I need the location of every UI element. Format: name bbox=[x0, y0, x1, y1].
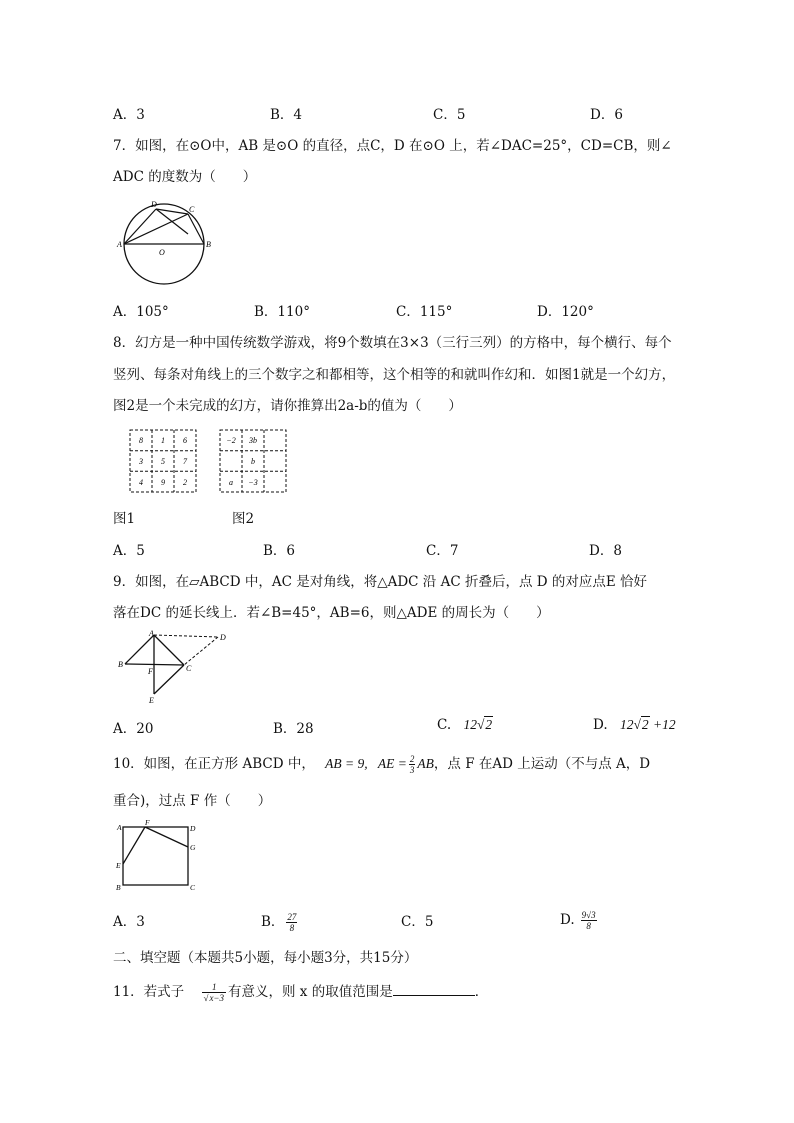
q10-label-b: B bbox=[116, 883, 121, 892]
magic-square-1-cell: 2 bbox=[183, 478, 187, 487]
q10-option-d: D. $\frac{9√3}{8}$ bbox=[560, 910, 596, 931]
q8-text-line3: 图2是一个未完成的幻方，请你推算出2a-b的值为（ ） bbox=[113, 398, 462, 414]
q7-circle-figure bbox=[112, 198, 217, 292]
q8-text-line1: 8．幻方是一种中国传统数学游戏，将9个数填在3×3（三行三列）的方格中，每个横行、每个 bbox=[113, 335, 672, 351]
q9-parallelogram-figure bbox=[114, 627, 229, 711]
q6-option-b: B．4 bbox=[270, 107, 303, 123]
q6-option-c: C．5 bbox=[433, 107, 466, 123]
magic-square-2-cell: 3b bbox=[249, 436, 257, 445]
q10-eq-ab: AB = 9, bbox=[325, 756, 368, 771]
q8-option-d: D．8 bbox=[589, 543, 622, 559]
q10-label-c: C bbox=[190, 883, 196, 892]
q9-option-c-math: 12√2 bbox=[463, 717, 493, 732]
q8-option-b: B．6 bbox=[263, 543, 296, 559]
magic-square-2-cell: a bbox=[229, 478, 233, 487]
q10-label-d: D bbox=[190, 824, 196, 833]
q11-answer-blank[interactable] bbox=[393, 983, 475, 996]
q6-option-a: A．3 bbox=[113, 107, 145, 123]
q11-text: 11．若式子 $\frac{1}{√x-3}$ 有意义，则 x 的取值范围是 ． bbox=[113, 982, 489, 1003]
q10-text-line1: 10．如图，在正方形 ABCD 中， AB = 9, AE = $\frac{2}{3}$ AB，点 F 在AD 上运动（不与点 A，D bbox=[113, 754, 651, 776]
q7-option-b: B．110° bbox=[254, 304, 310, 320]
q7-option-c: C．115° bbox=[396, 304, 453, 320]
q7-option-a: A．105° bbox=[113, 304, 169, 320]
q9-label-d: D bbox=[220, 633, 226, 642]
q9-label-c: C bbox=[186, 664, 192, 673]
magic-square-caption-2: 图2 bbox=[232, 511, 255, 527]
q9-text-line2: 落在DC 的延长线上．若∠B=45°，AB=6，则△ADE 的周长为（ ） bbox=[113, 605, 550, 621]
q9-label-b: B bbox=[118, 660, 123, 669]
q10-option-c: C．5 bbox=[401, 914, 434, 930]
q7-label-d: D bbox=[151, 200, 157, 209]
q10-square-figure bbox=[113, 818, 203, 896]
q7-label-o: O bbox=[159, 248, 165, 257]
q9-option-d-math: 12√2 +12 bbox=[619, 717, 676, 732]
magic-square-1-cell: 1 bbox=[161, 436, 165, 445]
q7-text-line2: ADC 的度数为（ ） bbox=[113, 169, 257, 185]
q7-text-line1: 7．如图，在⊙O中，AB 是⊙O 的直径，点C，D 在⊙O 上，若∠DAC=25°，CD=CB，则∠ bbox=[113, 138, 672, 154]
q10-label-e: E bbox=[116, 861, 121, 870]
q11-fraction: $\frac{1}{√x-3}$ bbox=[203, 982, 225, 1003]
magic-square-caption-1: 图1 bbox=[113, 511, 136, 527]
q9-option-a: A．20 bbox=[113, 721, 154, 737]
q7-label-c: C bbox=[189, 205, 195, 214]
magic-square-1-cell: 4 bbox=[139, 478, 143, 487]
q8-option-a: A．5 bbox=[113, 543, 145, 559]
q10-label-f: F bbox=[145, 818, 150, 827]
q9-text-line1: 9．如图，在▱ABCD 中，AC 是对角线，将△ADC 沿 AC 折叠后，点 D 的对应点E 恰好 bbox=[113, 574, 647, 590]
q10-eq-ae: AE = $\frac{2}{3}$ AB bbox=[377, 754, 434, 776]
q10-option-b: B． $\frac{27}{8}$ bbox=[261, 912, 297, 933]
q9-option-b: B．28 bbox=[273, 721, 314, 737]
q7-label-a: A bbox=[117, 240, 122, 249]
q9-label-a: A bbox=[149, 629, 154, 638]
magic-square-2-cell: −2 bbox=[226, 436, 236, 445]
q9-label-e: E bbox=[149, 696, 154, 705]
q10-label-g: G bbox=[190, 843, 196, 852]
q8-text-line2: 竖列、每条对角线上的三个数字之和都相等，这个相等的和就叫作幻和．如图1就是一个幻方， bbox=[113, 367, 676, 383]
q10-text-line2: 重合)，过点 F 作（ ） bbox=[113, 793, 272, 809]
q9-option-c-label: C. bbox=[437, 717, 452, 733]
magic-square-1-cell: 9 bbox=[161, 478, 165, 487]
q8-option-c: C．7 bbox=[426, 543, 459, 559]
magic-square-figure-1 bbox=[128, 428, 198, 498]
magic-square-1-cell: 3 bbox=[139, 457, 143, 466]
magic-square-1-cell: 5 bbox=[161, 457, 165, 466]
q9-option-d bbox=[593, 717, 676, 733]
q9-label-f: F bbox=[148, 667, 153, 676]
q7-option-d: D．120° bbox=[537, 304, 594, 320]
magic-square-1-cell: 6 bbox=[183, 436, 187, 445]
magic-square-2-cell: b bbox=[251, 457, 255, 466]
magic-square-1-cell: 7 bbox=[183, 457, 187, 466]
section-2-title: 二、填空题（本题共5小题，每小题3分，共15分） bbox=[113, 950, 418, 966]
q7-label-b: B bbox=[206, 240, 211, 249]
q10-option-a: A．3 bbox=[113, 914, 145, 930]
q10-label-a: A bbox=[117, 823, 122, 832]
magic-square-figure-2 bbox=[218, 428, 288, 498]
magic-square-2-cell: −3 bbox=[248, 478, 258, 487]
q9-option-d-label: D. bbox=[593, 717, 608, 733]
magic-square-1-cell: 8 bbox=[139, 436, 143, 445]
q9-option-c bbox=[437, 717, 493, 733]
q6-option-d: D．6 bbox=[590, 107, 623, 123]
